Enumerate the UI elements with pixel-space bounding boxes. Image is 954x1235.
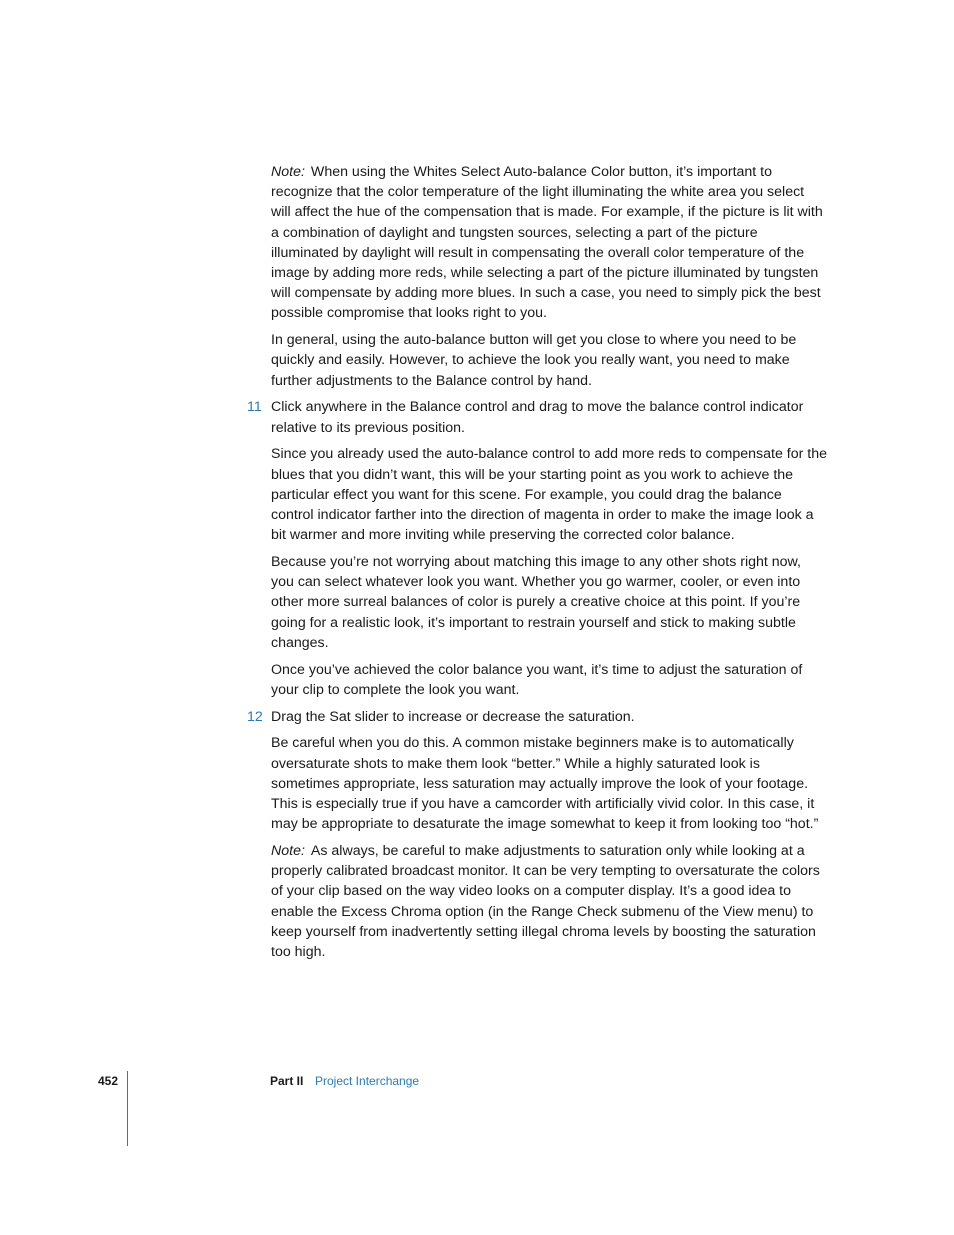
note-paragraph	[271, 841, 827, 962]
step-text: Click anywhere in the Balance control and drag to move the balance control indicator relative to its previous position.	[271, 399, 804, 436]
step-number: 12	[247, 708, 263, 725]
step-11	[247, 397, 827, 437]
note-label: Note:	[271, 843, 305, 860]
page-number: 452	[98, 1074, 119, 1088]
part-title-link[interactable]: Project Interchange	[315, 1074, 420, 1088]
body-paragraph: Since you already used the auto-balance control to add more reds to compensate for the blues that you didn’t want, this will be your starting point as you work to achieve the particular effect you want for this scene. For example, you could drag the balance control indicator farther into the direction of magenta in order to make the image look a bit warmer and more inviting while preserving the corrected color balance.	[271, 446, 828, 544]
note-text: When using the Whites Select Auto-balance Color button, it’s important to recognize that the color temperature of the light illuminating the white area you select will affect the hue of the compensation that is made. For example, if the picture is lit with a combination of daylight and tungsten sources, selecting a part of the picture illuminated by daylight will result in compensating the overall color temperature of the image by adding more reds, while selecting a part of the picture illuminated by tungsten will compensate by adding more blues. In such a case, you need to simply pick the best possible compromise that looks right to you.	[271, 164, 823, 322]
body-paragraph: Be careful when you do this. A common mistake beginners make is to automatically oversaturate shots to make them look “better.” While a highly saturated look is sometimes appropriate, less saturation may actually improve the look of your footage. This is especially true if you have a camcorder with artificially vivid color. In this case, it may be appropriate to desaturate the image somewhat to keep it from looking too “hot.”	[271, 735, 819, 833]
note-label: Note:	[271, 164, 305, 180]
step-text: Drag the Sat slider to increase or decrease the saturation.	[271, 708, 635, 725]
footer-divider	[127, 1071, 128, 1146]
page-body	[247, 162, 828, 969]
body-paragraph: Once you’ve achieved the color balance you want, it’s time to adjust the saturation of your clip to complete the look you want.	[271, 661, 803, 698]
body-paragraph: In general, using the auto-balance button will get you close to where you need to be quickly and easily. However, to achieve the look you really want, you need to make further adjustments to the Balance control by hand.	[271, 332, 797, 389]
step-12	[247, 707, 827, 727]
note-paragraph	[271, 162, 827, 324]
note-text: As always, be careful to make adjustments to saturation only while looking at a properly calibrated broadcast monitor. It can be very tempting to oversaturate the colors of your clip based on the way video looks on a computer display. It’s a good idea to enable the Excess Chroma option (in the Range Check submenu of the View menu) to keep yourself from inadvertently setting illegal chroma levels by boosting the saturation too high.	[271, 843, 820, 961]
step-number: 11	[247, 399, 262, 416]
body-paragraph: Because you’re not worrying about matching this image to any other shots right now, you can select whatever look you want. Whether you go warmer, cooler, or even into other more surreal balances of color is purely a creative choice at this point. If you’re going for a realistic look, it’s important to restrain yourself and stick to making subtle changes.	[271, 554, 801, 651]
part-label: Part II	[270, 1074, 304, 1088]
